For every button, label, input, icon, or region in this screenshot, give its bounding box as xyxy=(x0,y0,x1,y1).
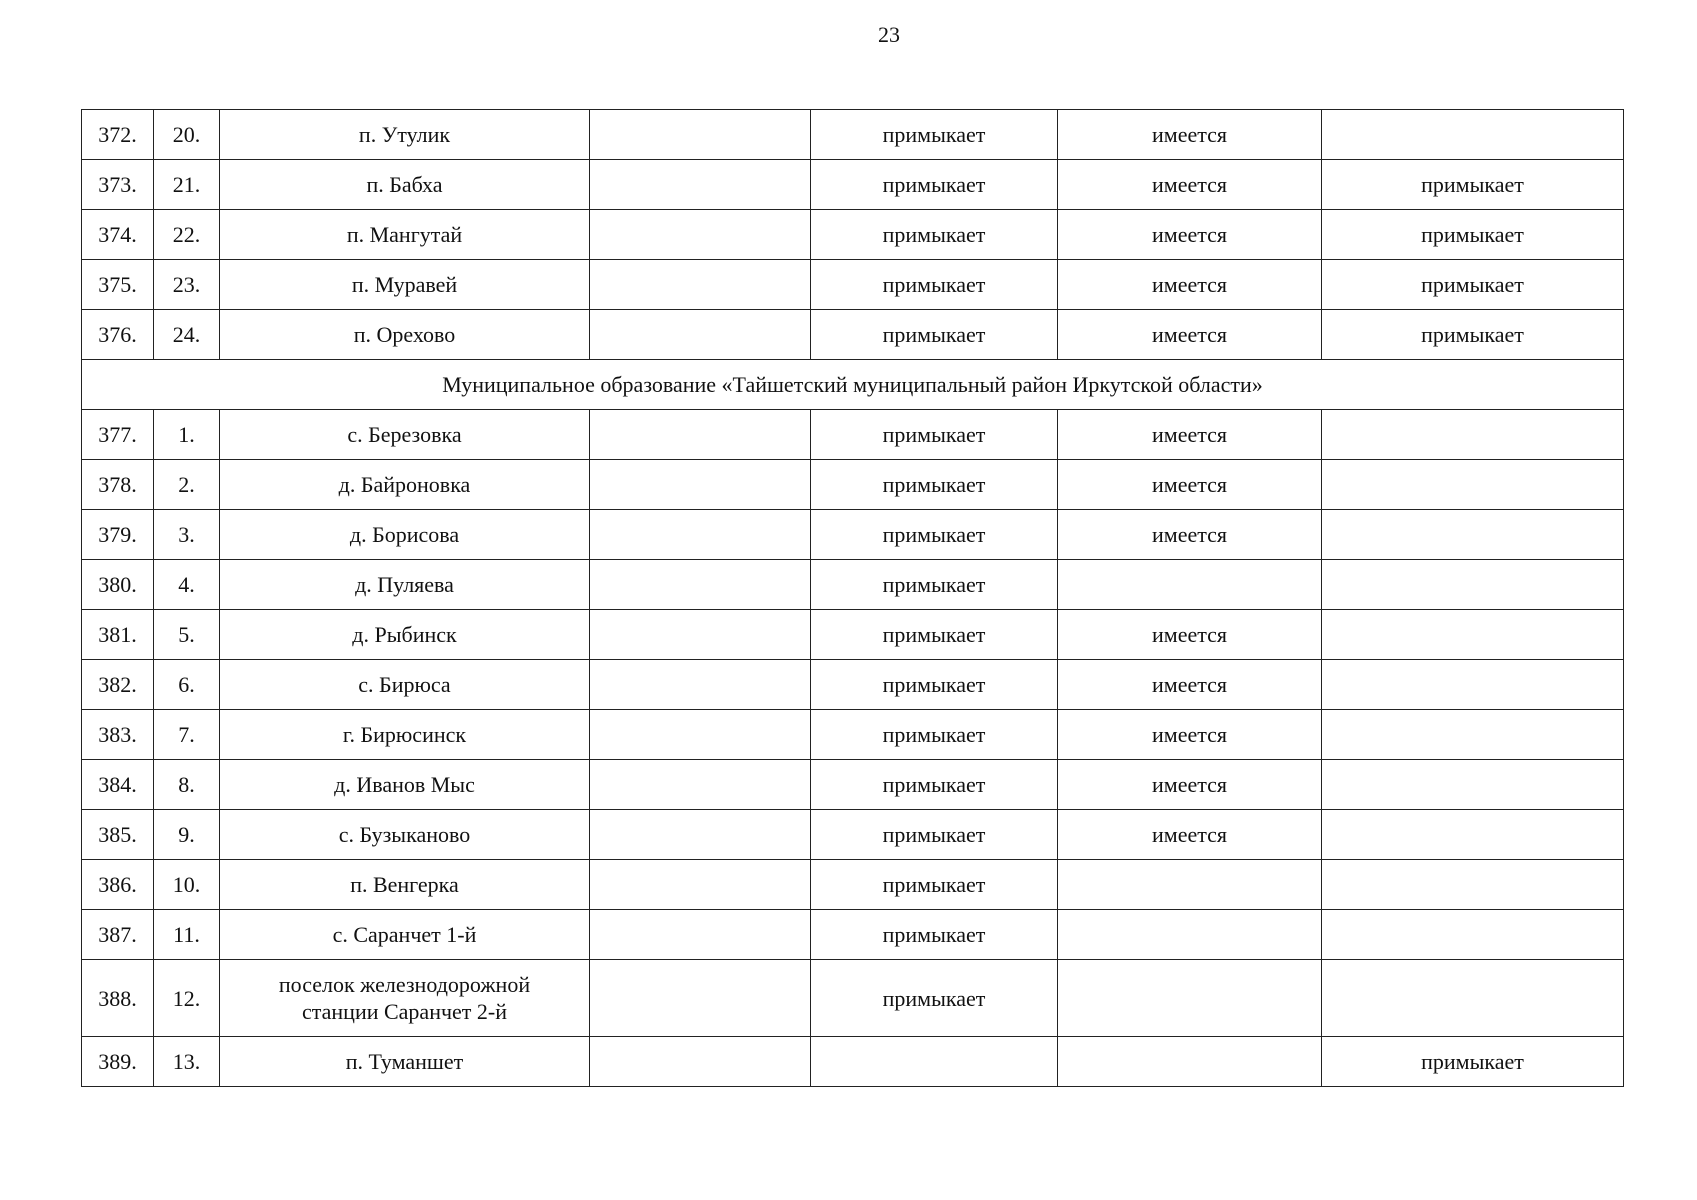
table-row xyxy=(82,760,1624,810)
cell-col4 xyxy=(590,160,811,210)
row-number: 385. xyxy=(82,810,154,860)
table-row xyxy=(82,660,1624,710)
local-number: 2. xyxy=(154,460,220,510)
settlement-name: п. Венгерка xyxy=(220,860,590,910)
cell-col7 xyxy=(1322,960,1624,1037)
cell-col5: примыкает xyxy=(811,460,1058,510)
row-number: 379. xyxy=(82,510,154,560)
row-number: 384. xyxy=(82,760,154,810)
cell-col4 xyxy=(590,460,811,510)
cell-col4 xyxy=(590,410,811,460)
local-number: 22. xyxy=(154,210,220,260)
cell-col4 xyxy=(590,510,811,560)
settlement-name: д. Рыбинск xyxy=(220,610,590,660)
settlement-name: п. Муравей xyxy=(220,260,590,310)
cell-col6 xyxy=(1058,910,1322,960)
local-number: 12. xyxy=(154,960,220,1037)
cell-col5: примыкает xyxy=(811,960,1058,1037)
cell-col7 xyxy=(1322,610,1624,660)
local-number: 13. xyxy=(154,1037,220,1087)
cell-col4 xyxy=(590,1037,811,1087)
settlement-name: д. Иванов Мыс xyxy=(220,760,590,810)
cell-col7: примыкает xyxy=(1322,160,1624,210)
cell-col7 xyxy=(1322,810,1624,860)
cell-col7: примыкает xyxy=(1322,1037,1624,1087)
local-number: 9. xyxy=(154,810,220,860)
cell-col6: имеется xyxy=(1058,410,1322,460)
row-number: 376. xyxy=(82,310,154,360)
cell-col5: примыкает xyxy=(811,410,1058,460)
row-number: 383. xyxy=(82,710,154,760)
cell-col5: примыкает xyxy=(811,510,1058,560)
cell-col7 xyxy=(1322,910,1624,960)
settlement-name: поселок железнодорожной станции Саранчет 2-й xyxy=(220,960,590,1037)
cell-col6 xyxy=(1058,560,1322,610)
cell-col5: примыкает xyxy=(811,160,1058,210)
settlement-name: п. Орехово xyxy=(220,310,590,360)
row-number: 382. xyxy=(82,660,154,710)
table-row xyxy=(82,710,1624,760)
cell-col6 xyxy=(1058,960,1322,1037)
cell-col5: примыкает xyxy=(811,610,1058,660)
settlement-name: д. Байроновка xyxy=(220,460,590,510)
table-row xyxy=(82,860,1624,910)
cell-col5: примыкает xyxy=(811,910,1058,960)
cell-col6: имеется xyxy=(1058,710,1322,760)
cell-col6: имеется xyxy=(1058,810,1322,860)
row-number: 387. xyxy=(82,910,154,960)
cell-col4 xyxy=(590,210,811,260)
cell-col6 xyxy=(1058,1037,1322,1087)
table-row xyxy=(82,460,1624,510)
table-row xyxy=(82,260,1624,310)
page-number: 23 xyxy=(878,22,900,47)
cell-col7 xyxy=(1322,410,1624,460)
table-row xyxy=(82,210,1624,260)
settlement-name: п. Мангутай xyxy=(220,210,590,260)
table-row xyxy=(82,560,1624,610)
cell-col7: примыкает xyxy=(1322,310,1624,360)
local-number: 6. xyxy=(154,660,220,710)
settlement-name: с. Березовка xyxy=(220,410,590,460)
cell-col4 xyxy=(590,760,811,810)
cell-col7 xyxy=(1322,460,1624,510)
cell-col7: примыкает xyxy=(1322,260,1624,310)
row-number: 372. xyxy=(82,110,154,160)
cell-col7 xyxy=(1322,660,1624,710)
settlement-name: д. Пуляева xyxy=(220,560,590,610)
settlement-name: п. Бабха xyxy=(220,160,590,210)
local-number: 20. xyxy=(154,110,220,160)
cell-col4 xyxy=(590,110,811,160)
table-row xyxy=(82,160,1624,210)
cell-col5: примыкает xyxy=(811,310,1058,360)
cell-col4 xyxy=(590,910,811,960)
table-row xyxy=(82,510,1624,560)
cell-col5: примыкает xyxy=(811,210,1058,260)
settlements-table xyxy=(81,109,1624,1087)
table-row xyxy=(82,810,1624,860)
row-number: 381. xyxy=(82,610,154,660)
cell-col6: имеется xyxy=(1058,760,1322,810)
local-number: 1. xyxy=(154,410,220,460)
local-number: 24. xyxy=(154,310,220,360)
settlement-name: п. Утулик xyxy=(220,110,590,160)
cell-col6: имеется xyxy=(1058,210,1322,260)
section-title: Муниципальное образование «Тайшетский муниципальный район Иркутской области» xyxy=(82,360,1624,410)
table-row xyxy=(82,910,1624,960)
cell-col7: примыкает xyxy=(1322,210,1624,260)
row-number: 375. xyxy=(82,260,154,310)
row-number: 388. xyxy=(82,960,154,1037)
row-number: 389. xyxy=(82,1037,154,1087)
local-number: 23. xyxy=(154,260,220,310)
cell-col4 xyxy=(590,860,811,910)
local-number: 21. xyxy=(154,160,220,210)
cell-col6: имеется xyxy=(1058,660,1322,710)
cell-col5: примыкает xyxy=(811,760,1058,810)
cell-col4 xyxy=(590,260,811,310)
cell-col7 xyxy=(1322,510,1624,560)
cell-col6 xyxy=(1058,860,1322,910)
local-number: 8. xyxy=(154,760,220,810)
cell-col5: примыкает xyxy=(811,860,1058,910)
cell-col7 xyxy=(1322,860,1624,910)
table-row xyxy=(82,610,1624,660)
cell-col7 xyxy=(1322,560,1624,610)
settlement-name: г. Бирюсинск xyxy=(220,710,590,760)
cell-col6: имеется xyxy=(1058,310,1322,360)
table-row xyxy=(82,310,1624,360)
table-row xyxy=(82,410,1624,460)
cell-col5: примыкает xyxy=(811,660,1058,710)
settlement-name: с. Бузыканово xyxy=(220,810,590,860)
row-number: 374. xyxy=(82,210,154,260)
cell-col4 xyxy=(590,660,811,710)
cell-col6: имеется xyxy=(1058,110,1322,160)
cell-col5: примыкает xyxy=(811,110,1058,160)
row-number: 377. xyxy=(82,410,154,460)
cell-col5: примыкает xyxy=(811,560,1058,610)
cell-col6: имеется xyxy=(1058,260,1322,310)
settlement-name: с. Бирюса xyxy=(220,660,590,710)
table-row xyxy=(82,110,1624,160)
cell-col4 xyxy=(590,560,811,610)
local-number: 5. xyxy=(154,610,220,660)
cell-col5: примыкает xyxy=(811,710,1058,760)
local-number: 11. xyxy=(154,910,220,960)
settlement-name: с. Саранчет 1-й xyxy=(220,910,590,960)
cell-col5: примыкает xyxy=(811,810,1058,860)
table-body xyxy=(82,110,1624,1087)
row-number: 380. xyxy=(82,560,154,610)
cell-col4 xyxy=(590,610,811,660)
cell-col4 xyxy=(590,810,811,860)
settlement-name: д. Борисова xyxy=(220,510,590,560)
cell-col4 xyxy=(590,310,811,360)
settlement-name: п. Туманшет xyxy=(220,1037,590,1087)
section-row xyxy=(82,360,1624,410)
row-number: 386. xyxy=(82,860,154,910)
cell-col6: имеется xyxy=(1058,160,1322,210)
cell-col4 xyxy=(590,710,811,760)
local-number: 3. xyxy=(154,510,220,560)
local-number: 4. xyxy=(154,560,220,610)
row-number: 378. xyxy=(82,460,154,510)
cell-col6: имеется xyxy=(1058,460,1322,510)
cell-col6: имеется xyxy=(1058,610,1322,660)
cell-col7 xyxy=(1322,760,1624,810)
cell-col7 xyxy=(1322,710,1624,760)
cell-col7 xyxy=(1322,110,1624,160)
local-number: 7. xyxy=(154,710,220,760)
cell-col4 xyxy=(590,960,811,1037)
table-row xyxy=(82,1037,1624,1087)
cell-col6: имеется xyxy=(1058,510,1322,560)
cell-col5 xyxy=(811,1037,1058,1087)
local-number: 10. xyxy=(154,860,220,910)
table-row xyxy=(82,960,1624,1037)
row-number: 373. xyxy=(82,160,154,210)
cell-col5: примыкает xyxy=(811,260,1058,310)
